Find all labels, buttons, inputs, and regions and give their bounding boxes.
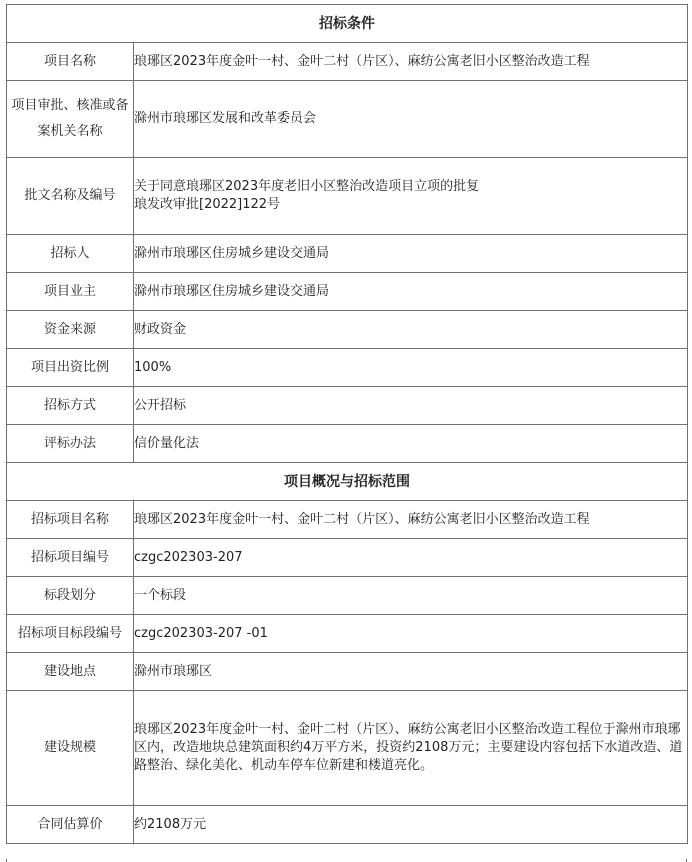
row-value: czgc202303-207 <box>134 539 688 577</box>
row-label: 评标办法 <box>7 425 134 463</box>
table-row <box>7 81 688 158</box>
row-value: 100% <box>134 349 688 387</box>
approval-doc-number: 琅发改审批[2022]122号 <box>134 197 281 212</box>
row-value: 公开招标 <box>134 387 688 425</box>
table-row <box>7 311 688 349</box>
section-title-project-overview: 项目概况与招标范围 <box>7 463 688 501</box>
row-value: 滁州市琅琊区住房城乡建设交通局 <box>134 273 688 311</box>
table-row <box>7 691 688 806</box>
row-value: 滁州市琅琊区发展和改革委员会 <box>134 81 688 158</box>
row-label: 合同估算价 <box>7 806 134 844</box>
table-row <box>7 235 688 273</box>
row-label: 建设地点 <box>7 653 134 691</box>
table-row <box>7 501 688 539</box>
row-value: 琅琊区2023年度金叶一村、金叶二村（片区）、麻纺公寓老旧小区整治改造工程 <box>134 501 688 539</box>
row-value: 琅琊区2023年度金叶一村、金叶二村（片区）、麻纺公寓老旧小区整治改造工程位于滁州市琅琊区内，改造地块总建筑面积约4万平方米，投资约2108万元；主要建设内容包括下水道改造、道路整治、绿化美化、机动车停车位新建和楼道亮化。 <box>134 691 688 806</box>
row-label: 项目业主 <box>7 273 134 311</box>
table-row <box>7 387 688 425</box>
row-label: 项目出资比例 <box>7 349 134 387</box>
row-label: 招标项目标段编号 <box>7 615 134 653</box>
row-value <box>134 158 688 235</box>
section-title-tender-conditions: 招标条件 <box>7 5 688 43</box>
row-value: 财政资金 <box>134 311 688 349</box>
section-header-row <box>7 5 688 43</box>
row-label: 招标方式 <box>7 387 134 425</box>
row-label: 招标项目编号 <box>7 539 134 577</box>
table-row <box>7 577 688 615</box>
row-label: 建设规模 <box>7 691 134 806</box>
row-value: 约2108万元 <box>134 806 688 844</box>
section-header-row <box>7 463 688 501</box>
row-label: 招标项目名称 <box>7 501 134 539</box>
table-row <box>7 653 688 691</box>
row-label: 招标人 <box>7 235 134 273</box>
row-value: czgc202303-207 -01 <box>134 615 688 653</box>
row-label: 项目审批、核准或备案机关名称 <box>7 81 134 158</box>
row-label: 标段划分 <box>7 577 134 615</box>
row-value: 滁州市琅琊区住房城乡建设交通局 <box>134 235 688 273</box>
table-row <box>7 273 688 311</box>
row-value: 信价量化法 <box>134 425 688 463</box>
row-label: 资金来源 <box>7 311 134 349</box>
row-label: 批文名称及编号 <box>7 158 134 235</box>
row-value: 滁州市琅琊区 <box>134 653 688 691</box>
row-label: 项目名称 <box>7 43 134 81</box>
table-row <box>7 539 688 577</box>
approval-doc-name: 关于同意琅琊区2023年度老旧小区整治改造项目立项的批复 <box>134 179 480 194</box>
tender-info-table <box>6 4 688 844</box>
row-value: 一个标段 <box>134 577 688 615</box>
table-row <box>7 43 688 81</box>
table-row <box>7 349 688 387</box>
table-row <box>7 425 688 463</box>
table-row <box>7 158 688 235</box>
row-value: 琅琊区2023年度金叶一村、金叶二村（片区）、麻纺公寓老旧小区整治改造工程 <box>134 43 688 81</box>
table-row <box>7 806 688 844</box>
table-row <box>7 615 688 653</box>
